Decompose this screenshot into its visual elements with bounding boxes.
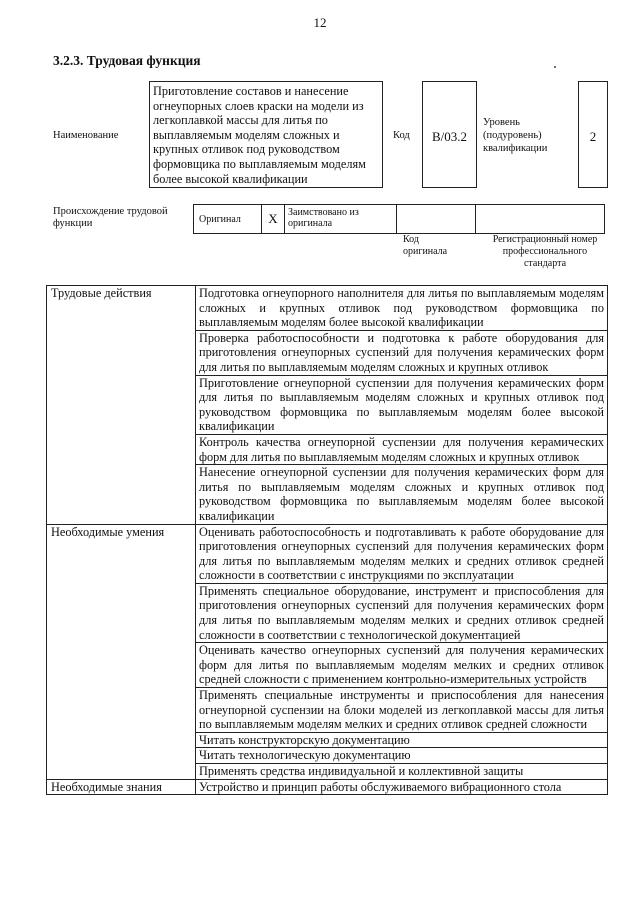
- code-value-box: B/03.2: [422, 81, 477, 188]
- item-cell: Проверка работоспособности и подготовка к работе оборудования для приготовления огнеупорных суспензий для получения керамических форм для литья по выплавляемым моделям сложных и крупных отливок: [196, 330, 608, 375]
- level-label-text: Уровень (подуровень) квалификации: [483, 117, 548, 154]
- table-row: [47, 524, 608, 583]
- original-mark: X: [262, 205, 285, 234]
- registration-caption: Регистрационный номер профессионального стандарта: [492, 234, 598, 269]
- item-cell: Приготовление огнеупорной суспензии для получения керамических форм для литья по выплавляемым моделям сложных и крупных отливок под руководством формовщика по выплавляемым моделям более высокой квалификации: [196, 375, 608, 434]
- item-cell: Оценивать качество огнеупорных суспензий для получения керамических форм для литья по выплавляемым моделям мелких и средних отливок средней сложности с применением контрольно-измерительных устройств: [196, 643, 608, 688]
- name-label: Наименование: [53, 130, 119, 141]
- code-original-caption-text: Код оригинала: [403, 234, 448, 257]
- code-original-caption: [403, 234, 453, 258]
- item-cell: Читать конструкторскую документацию: [196, 732, 608, 748]
- level-value-box: 2: [578, 81, 608, 188]
- level-label: [483, 116, 575, 155]
- item-cell: Применять специальные инструменты и приспособления для нанесения огнеупорной суспензии на блоки моделей из легкоплавкой массы для литья по выплавляемым моделям мелких и средних отливок средней сложности: [196, 688, 608, 733]
- item-cell: Устройство и принцип работы обслуживаемого вибрационного стола: [196, 779, 608, 795]
- item-cell: Применять специальное оборудование, инструмент и приспособления для приготовления огнеупорных суспензий для получения керамических форм для литья по выплавляемым моделям мелких и средних отливок средней сложности в соответствии с технологической документацией: [196, 583, 608, 642]
- table-row: [47, 779, 608, 795]
- item-cell: Нанесение огнеупорной суспензии для получения керамических форм для литья по выплавляемым моделям сложных и крупных отливок под руководством формовщика по выплавляемым моделям более высокой квалификации: [196, 465, 608, 524]
- registration-number-cell: [476, 205, 605, 234]
- page-number: 12: [313, 15, 327, 30]
- origin-row: [194, 205, 605, 234]
- original-code-cell: [397, 205, 476, 234]
- scan-speck: [554, 66, 556, 68]
- code-label: Код: [393, 130, 410, 141]
- item-cell: Читать технологическую документацию: [196, 748, 608, 764]
- item-cell: Оценивать работоспособность и подготавливать к работе оборудование для приготовления огнеупорных суспензий для получения керамических форм для литья по выплавляемым моделям мелких и средних отливок средней сложности в соответствии с инструкциями по эксплуатации: [196, 524, 608, 583]
- section-title: 3.2.3. Трудовая функция: [53, 53, 201, 68]
- category-cell: Необходимые знания: [47, 779, 196, 795]
- item-cell: Контроль качества огнеупорной суспензии для получения керамических форм для литья по выплавляемым моделям сложных и крупных отливок: [196, 434, 608, 464]
- main-table-body: [47, 286, 608, 795]
- original-label: Оригинал: [194, 205, 262, 234]
- origin-table: [193, 204, 605, 234]
- category-cell: Необходимые умения: [47, 524, 196, 779]
- item-cell: Применять средства индивидуальной и коллективной защиты: [196, 764, 608, 780]
- item-cell: Подготовка огнеупорного наполнителя для литья по выплавляемым моделям сложных и крупных отливок под руководством формовщика по выплавляемым моделям более высокой квалификации: [196, 286, 608, 331]
- borrowed-label: Заимствовано из оригинала: [285, 205, 397, 234]
- category-cell: Трудовые действия: [47, 286, 196, 525]
- main-table: [46, 285, 608, 795]
- origin-label: Происхождение трудовой функции: [53, 206, 168, 229]
- table-row: [47, 286, 608, 331]
- function-name-box: Приготовление составов и нанесение огнеупорных слоев краски на модели из легкоплавкой массы для литья по выплавляемым моделям сложных и крупных отливок под руководством формовщика по выплавляемым моделям более высокой квалификации: [149, 81, 383, 188]
